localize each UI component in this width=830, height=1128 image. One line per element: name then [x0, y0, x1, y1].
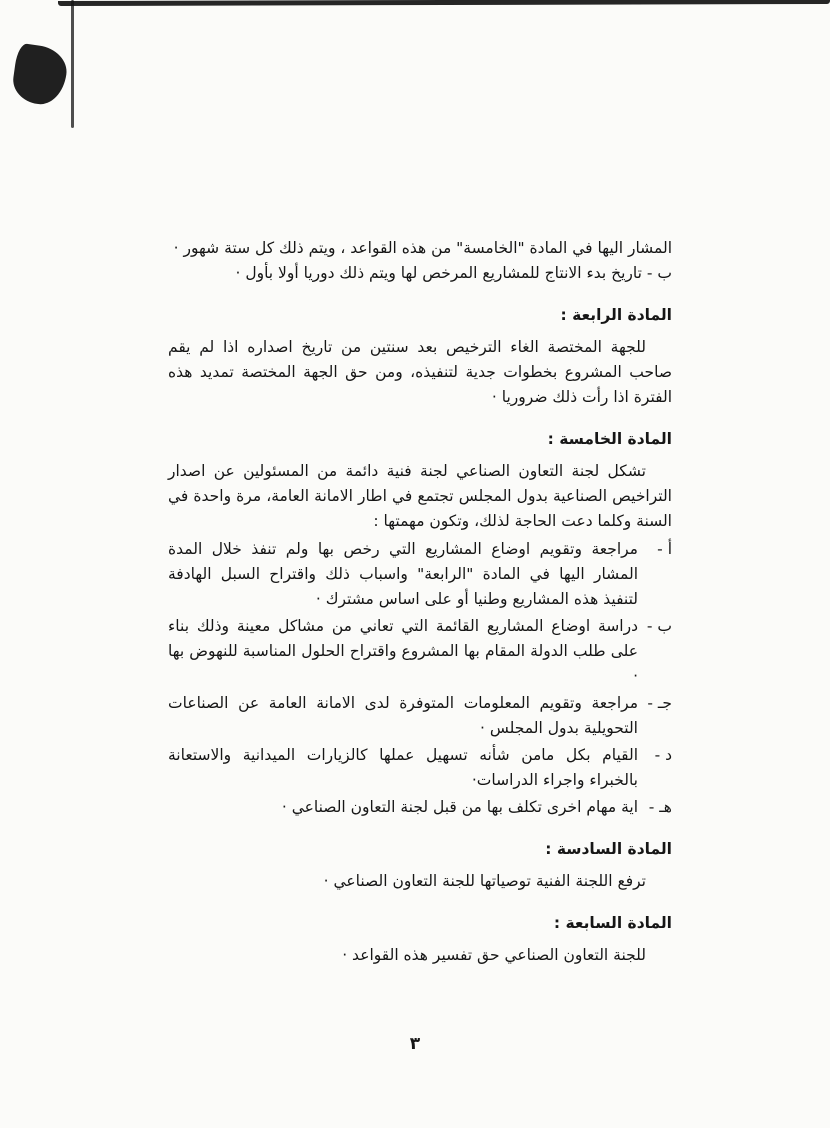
list-text-j: مراجعة وتقويم المعلومات المتوفرة لدى الامانة العامة عن الصناعات التحويلية بدول المجلس · [168, 694, 638, 737]
article-5-intro: تشكل لجنة التعاون الصناعي لجنة فنية دائمة من المسئولين عن اصدار التراخيص الصناعية بدول المجلس تجتمع في اطار الامانة العامة، مرة واحدة في السنة وكلما دعت الحاجة لذلك، وتكون مهمتها : [168, 462, 672, 530]
carryover-line-2: ب - تاريخ بدء الانتاج للمشاريع المرخص لها ويتم ذلك دوريا أولا بأول · [235, 264, 672, 282]
list-item-j [168, 691, 672, 741]
list-item-d [168, 743, 672, 793]
list-marker-a: أ - [657, 540, 672, 558]
article-7-heading: المادة السابعة : [553, 914, 672, 932]
scan-artifact-left-edge [71, 0, 74, 128]
article-4-heading: المادة الرابعة : [560, 306, 672, 324]
article-6-body: ترفع اللجنة الفنية توصياتها للجنة التعاون الصناعي · [323, 872, 646, 890]
list-text-h: اية مهام اخرى تكلف بها من قبل لجنة التعاون الصناعي · [281, 798, 638, 816]
list-item-h [168, 795, 672, 820]
page-number: ٣ [409, 1034, 421, 1054]
article-5-heading: المادة الخامسة : [547, 430, 672, 448]
list-marker-d: د - [654, 746, 672, 764]
article-4-body: للجهة المختصة الغاء الترخيص بعد سنتين من تاريخ اصداره اذا لم يقم صاحب المشروع بخطوات جدية لتنفيذه، ومن حق الجهة المختصة تمديد هذه الفترة اذا رأت ذلك ضروريا · [168, 338, 672, 406]
list-item-a [168, 537, 672, 612]
scan-artifact-top-edge [58, 0, 830, 6]
article-7-body: للجنة التعاون الصناعي حق تفسير هذه القواعد · [342, 946, 646, 964]
list-text-b: دراسة اوضاع المشاريع القائمة التي تعاني من مشاكل معينة وذلك بناء على طلب الدولة المقام بها المشروع واقتراح الحلول المناسبة للنهوض بها · [168, 617, 638, 685]
list-marker-b: ب - [646, 617, 672, 635]
list-marker-h: هـ - [648, 798, 672, 816]
scan-artifact-corner-mark [10, 43, 70, 108]
article-6-heading: المادة السادسة : [545, 840, 672, 858]
carryover-line-1: المشار اليها في المادة "الخامسة" من هذه القواعد ، ويتم ذلك كل ستة شهور · [173, 239, 672, 257]
list-text-d: القيام بكل مامن شأنه تسهيل عملها كالزيارات الميدانية والاستعانة بالخبراء واجراء الدراسات· [168, 746, 638, 789]
list-marker-j: جـ - [647, 694, 672, 712]
list-text-a: مراجعة وتقويم اوضاع المشاريع التي رخص بها ولم تنفذ خلال المدة المشار اليها في المادة "الرابعة" واسباب ذلك واقتراح السبل الهادفة لتنفيذ هذه المشاريع وطنيا أو على اساس مشترك · [168, 540, 638, 608]
list-item-b [168, 614, 672, 689]
document-body [168, 236, 672, 971]
article-5-task-list [168, 537, 672, 820]
